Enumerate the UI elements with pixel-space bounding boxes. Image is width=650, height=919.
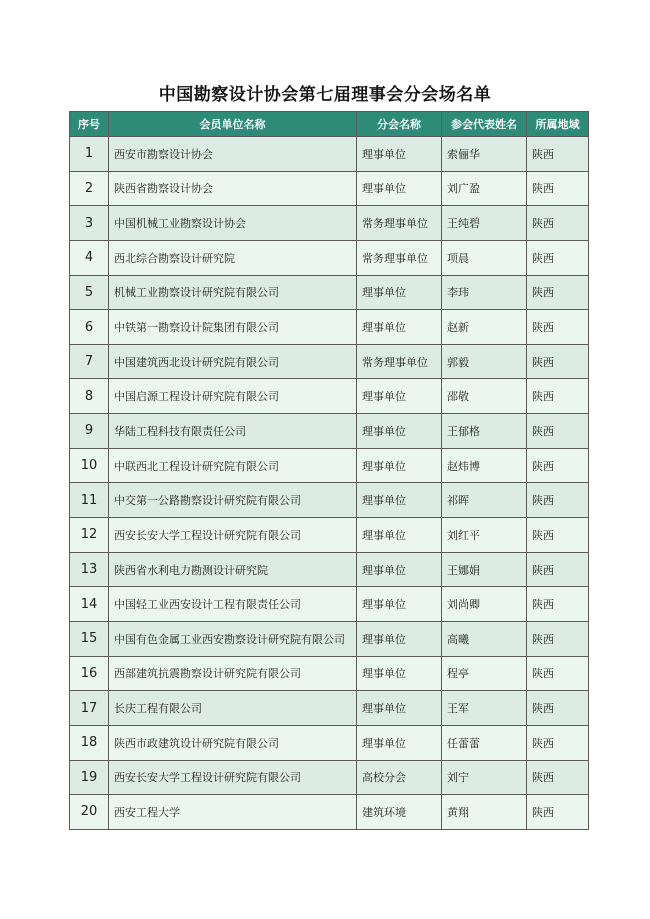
branch-name: 常务理事单位 xyxy=(357,344,442,379)
row-number: 3 xyxy=(70,206,109,241)
representative-name: 邵敬 xyxy=(442,379,527,414)
region: 陕西 xyxy=(527,621,589,656)
representative-name: 李玮 xyxy=(442,275,527,310)
table-row xyxy=(70,240,589,275)
row-number: 19 xyxy=(70,760,109,795)
row-number: 15 xyxy=(70,621,109,656)
region: 陕西 xyxy=(527,414,589,449)
region: 陕西 xyxy=(527,379,589,414)
region: 陕西 xyxy=(527,171,589,206)
row-number: 13 xyxy=(70,552,109,587)
member-unit-name: 机械工业勘察设计研究院有限公司 xyxy=(109,275,357,310)
table-row xyxy=(70,552,589,587)
representative-name: 刘尚卿 xyxy=(442,587,527,622)
row-number: 12 xyxy=(70,518,109,553)
row-number: 14 xyxy=(70,587,109,622)
member-unit-name: 中铁第一勘察设计院集团有限公司 xyxy=(109,310,357,345)
member-unit-name: 中国机械工业勘察设计协会 xyxy=(109,206,357,241)
branch-name: 建筑环境 xyxy=(357,795,442,830)
branch-name: 理事单位 xyxy=(357,621,442,656)
region: 陕西 xyxy=(527,587,589,622)
branch-name: 理事单位 xyxy=(357,414,442,449)
table-row xyxy=(70,795,589,830)
row-number: 5 xyxy=(70,275,109,310)
region: 陕西 xyxy=(527,760,589,795)
region: 陕西 xyxy=(527,137,589,172)
branch-name: 理事单位 xyxy=(357,448,442,483)
representative-name: 王郁格 xyxy=(442,414,527,449)
representative-name: 刘红平 xyxy=(442,518,527,553)
branch-name: 常务理事单位 xyxy=(357,240,442,275)
branch-name: 理事单位 xyxy=(357,379,442,414)
branch-name: 理事单位 xyxy=(357,137,442,172)
member-unit-name: 中国轻工业西安设计工程有限责任公司 xyxy=(109,587,357,622)
table-row xyxy=(70,691,589,726)
row-number: 1 xyxy=(70,137,109,172)
row-number: 10 xyxy=(70,448,109,483)
representative-name: 王军 xyxy=(442,691,527,726)
table-row xyxy=(70,379,589,414)
region: 陕西 xyxy=(527,656,589,691)
representative-name: 程亭 xyxy=(442,656,527,691)
table-row xyxy=(70,137,589,172)
table-row xyxy=(70,725,589,760)
branch-name: 理事单位 xyxy=(357,656,442,691)
region: 陕西 xyxy=(527,552,589,587)
member-table xyxy=(69,111,589,830)
member-unit-name: 西安长安大学工程设计研究院有限公司 xyxy=(109,760,357,795)
row-number: 11 xyxy=(70,483,109,518)
branch-name: 理事单位 xyxy=(357,725,442,760)
member-unit-name: 长庆工程有限公司 xyxy=(109,691,357,726)
member-unit-name: 陕西省勘察设计协会 xyxy=(109,171,357,206)
representative-name: 项晨 xyxy=(442,240,527,275)
row-number: 16 xyxy=(70,656,109,691)
branch-name: 理事单位 xyxy=(357,691,442,726)
table-row xyxy=(70,656,589,691)
representative-name: 刘广盈 xyxy=(442,171,527,206)
region: 陕西 xyxy=(527,310,589,345)
member-unit-name: 西部建筑抗震勘察设计研究院有限公司 xyxy=(109,656,357,691)
region: 陕西 xyxy=(527,344,589,379)
table-row xyxy=(70,414,589,449)
row-number: 8 xyxy=(70,379,109,414)
branch-name: 理事单位 xyxy=(357,483,442,518)
representative-name: 刘宁 xyxy=(442,760,527,795)
table-row xyxy=(70,310,589,345)
row-number: 17 xyxy=(70,691,109,726)
representative-name: 黄翔 xyxy=(442,795,527,830)
representative-name: 索俪华 xyxy=(442,137,527,172)
header-unit: 会员单位名称 xyxy=(109,112,357,137)
branch-name: 高校分会 xyxy=(357,760,442,795)
header-no: 序号 xyxy=(70,112,109,137)
region: 陕西 xyxy=(527,240,589,275)
branch-name: 常务理事单位 xyxy=(357,206,442,241)
table-row xyxy=(70,621,589,656)
row-number: 2 xyxy=(70,171,109,206)
row-number: 9 xyxy=(70,414,109,449)
region: 陕西 xyxy=(527,448,589,483)
row-number: 18 xyxy=(70,725,109,760)
member-unit-name: 中联西北工程设计研究院有限公司 xyxy=(109,448,357,483)
table-row xyxy=(70,760,589,795)
representative-name: 赵炜博 xyxy=(442,448,527,483)
row-number: 6 xyxy=(70,310,109,345)
table-row xyxy=(70,275,589,310)
member-unit-name: 华陆工程科技有限责任公司 xyxy=(109,414,357,449)
member-unit-name: 中交第一公路勘察设计研究院有限公司 xyxy=(109,483,357,518)
row-number: 20 xyxy=(70,795,109,830)
member-unit-name: 中国有色金属工业西安勘察设计研究院有限公司 xyxy=(109,621,357,656)
row-number: 7 xyxy=(70,344,109,379)
representative-name: 赵新 xyxy=(442,310,527,345)
region: 陕西 xyxy=(527,691,589,726)
header-rep: 参会代表姓名 xyxy=(442,112,527,137)
region: 陕西 xyxy=(527,275,589,310)
branch-name: 理事单位 xyxy=(357,518,442,553)
region: 陕西 xyxy=(527,725,589,760)
table-header-row xyxy=(70,112,589,137)
region: 陕西 xyxy=(527,795,589,830)
member-unit-name: 中国启源工程设计研究院有限公司 xyxy=(109,379,357,414)
branch-name: 理事单位 xyxy=(357,310,442,345)
table-body xyxy=(70,137,589,830)
representative-name: 王娜娟 xyxy=(442,552,527,587)
table-row xyxy=(70,483,589,518)
table-row xyxy=(70,171,589,206)
representative-name: 郭毅 xyxy=(442,344,527,379)
region: 陕西 xyxy=(527,206,589,241)
representative-name: 任蕾蕾 xyxy=(442,725,527,760)
member-unit-name: 陕西市政建筑设计研究院有限公司 xyxy=(109,725,357,760)
representative-name: 王纯碧 xyxy=(442,206,527,241)
branch-name: 理事单位 xyxy=(357,552,442,587)
header-region: 所属地域 xyxy=(527,112,589,137)
table-row xyxy=(70,344,589,379)
header-branch: 分会名称 xyxy=(357,112,442,137)
representative-name: 高曦 xyxy=(442,621,527,656)
branch-name: 理事单位 xyxy=(357,275,442,310)
table-row xyxy=(70,206,589,241)
branch-name: 理事单位 xyxy=(357,171,442,206)
member-unit-name: 西安工程大学 xyxy=(109,795,357,830)
member-unit-name: 陕西省水利电力勘测设计研究院 xyxy=(109,552,357,587)
branch-name: 理事单位 xyxy=(357,587,442,622)
member-unit-name: 西安长安大学工程设计研究院有限公司 xyxy=(109,518,357,553)
region: 陕西 xyxy=(527,518,589,553)
region: 陕西 xyxy=(527,483,589,518)
member-unit-name: 西北综合勘察设计研究院 xyxy=(109,240,357,275)
member-unit-name: 西安市勘察设计协会 xyxy=(109,137,357,172)
page-title: 中国勘察设计协会第七届理事会分会场名单 xyxy=(158,85,492,105)
representative-name: 祁晖 xyxy=(442,483,527,518)
member-unit-name: 中国建筑西北设计研究院有限公司 xyxy=(109,344,357,379)
row-number: 4 xyxy=(70,240,109,275)
table-row xyxy=(70,587,589,622)
table-row xyxy=(70,448,589,483)
table-row xyxy=(70,518,589,553)
